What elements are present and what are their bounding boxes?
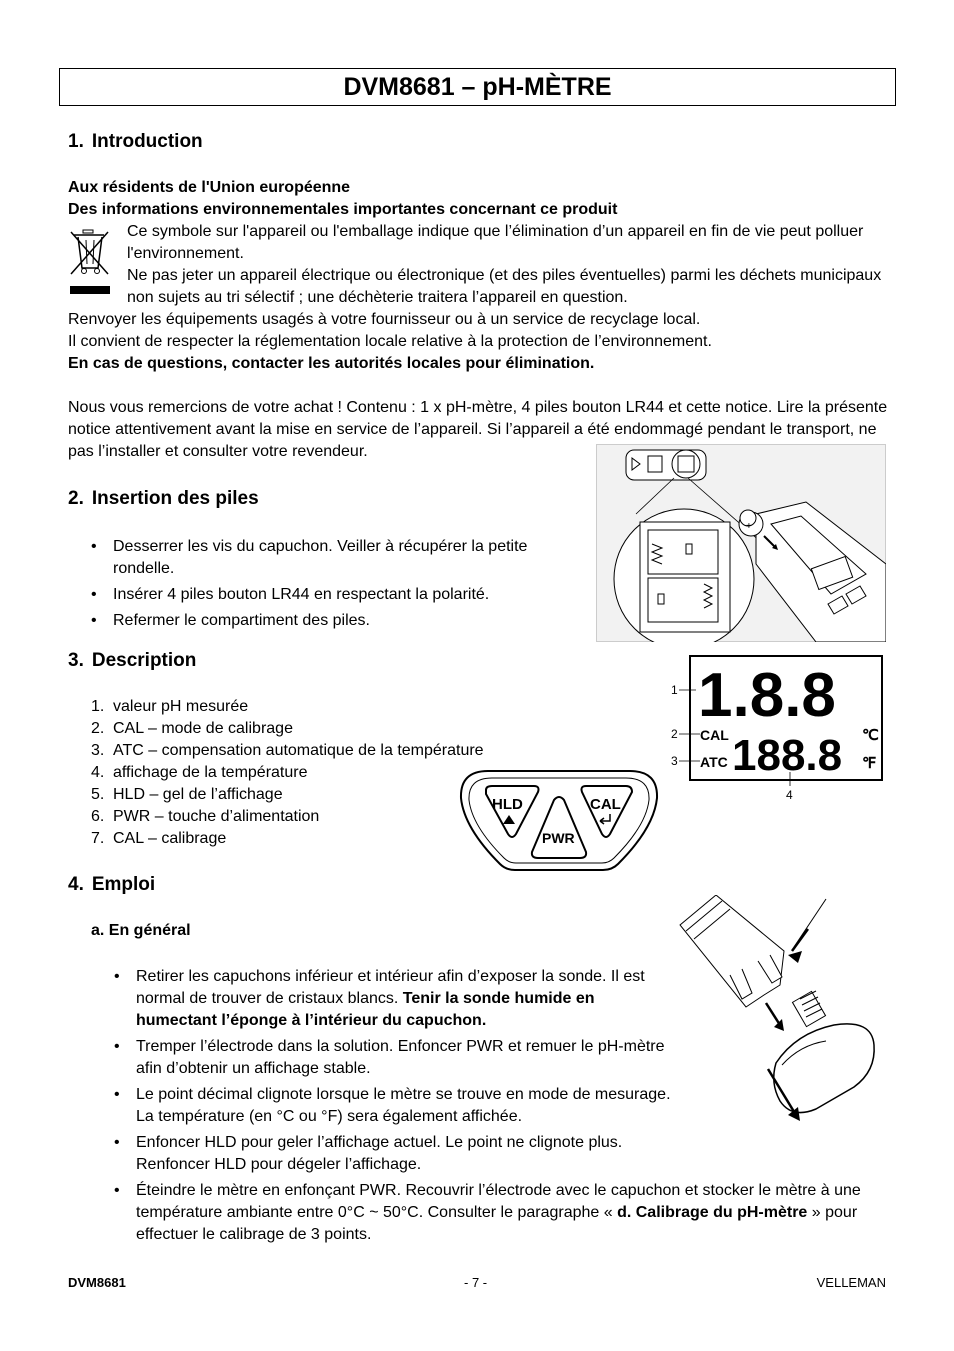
recycle-text: Renvoyer les équipements usagés à votre fournisseur ou à un service de recyclage local. <box>68 311 701 328</box>
thanks-text-1: Nous vous remercions de votre achat ! Contenu : 1 x pH-mètre, 4 piles bouton LR44 et cette notice. Lire la présente <box>68 399 888 416</box>
symbol-text-3: Ne pas jeter un appareil électrique ou électronique (et des piles éventuelles) parmi les déchets municipaux <box>127 267 882 284</box>
celsius-unit: ℃ <box>862 727 879 744</box>
list-item: • Enfoncer HLD pour geler l’affichage actuel. Le point ne clignote plus. Renfoncer HLD pour dégeler l’affichage. <box>114 1132 894 1176</box>
temperature-segments: 188.8 <box>732 731 843 780</box>
section-2-heading <box>68 488 259 510</box>
battery-insertion-illustration <box>596 444 886 642</box>
eu-heading-2: Des informations environnementales importantes concernant ce produit <box>68 201 618 218</box>
ph-value-segments: 1.8.8 <box>698 661 836 730</box>
list-item: • Desserrer les vis du capuchon. Veiller à récupérer la petite rondelle. <box>91 536 551 580</box>
keypad-diagram <box>458 768 660 872</box>
footer-brand: VELLEMAN <box>816 1275 886 1290</box>
svg-text:+: + <box>746 521 752 532</box>
lcd-display-diagram <box>668 654 886 802</box>
list-item: 5. HLD – gel de l’affichage <box>91 786 283 803</box>
list-item: 3. ATC – compensation automatique de la température <box>91 742 484 759</box>
cal-indicator: CAL <box>700 727 729 743</box>
cap-removal-illustration <box>676 895 886 1125</box>
section-number: 1. <box>68 131 84 152</box>
list-item: • Le point décimal clignote lorsque le mètre se trouve en mode de mesurage. La température (en °C ou °F) sera également affichée. <box>114 1084 894 1128</box>
symbol-text-1: Ce symbole sur l'appareil ou l'emballage indique que l’élimination d’un appareil en fin de vie peut polluer <box>127 223 864 240</box>
pwr-key-label: PWR <box>542 830 575 846</box>
list-item: 1. valeur pH mesurée <box>91 698 249 715</box>
list-item: 2. CAL – mode de calibrage <box>91 720 293 737</box>
list-item: • Tremper l’électrode dans la solution. Enfoncer PWR et remuer le pH-mètre afin d’obtenir un affichage stable. <box>114 1036 894 1080</box>
atc-indicator: ATC <box>700 754 728 770</box>
list-item: 4. affichage de la température <box>91 764 308 781</box>
page-title: DVM8681 – pH-MÈTRE <box>59 68 896 106</box>
section-title: Description <box>91 650 197 671</box>
section-number: 3. <box>68 650 84 671</box>
eu-heading-1: Aux résidents de l'Union européenne <box>68 179 351 196</box>
battery-steps-list <box>91 536 551 636</box>
section-title: Introduction <box>91 131 203 152</box>
list-item: 7. CAL – calibrage <box>91 830 227 847</box>
fahrenheit-unit: ℉ <box>862 755 877 772</box>
list-item: • Insérer 4 piles bouton LR44 en respectant la polarité. <box>91 584 551 606</box>
footer-page-number: - 7 - <box>464 1275 488 1290</box>
section-number: 2. <box>68 488 84 509</box>
section-title: Emploi <box>91 874 156 895</box>
subsection-a-heading: a. En général <box>91 922 191 939</box>
callout-1: 1 <box>671 683 678 697</box>
list-item: 6. PWR – touche d’alimentation <box>91 808 320 825</box>
section-title: Insertion des piles <box>91 488 259 509</box>
symbol-text-2: l'environnement. <box>127 245 244 262</box>
footer-model: DVM8681 <box>68 1275 126 1290</box>
section-4-heading <box>68 874 155 896</box>
cal-key-label: CAL <box>590 796 621 813</box>
hld-key-label: HLD <box>492 796 523 813</box>
list-item: • Refermer le compartiment des piles. <box>91 610 551 632</box>
section-3-heading <box>68 650 196 672</box>
section-number: 4. <box>68 874 84 895</box>
callout-4: 4 <box>786 788 793 802</box>
callout-3: 3 <box>671 754 678 768</box>
regulation-text: Il convient de respecter la réglementation locale relative à la protection de l’environnement. <box>68 333 712 350</box>
section-1-heading <box>68 131 203 153</box>
list-item: • Retirer les capuchons inférieur et intérieur afin d’exposer la sonde. Il est normal de trouver de cristaux blancs. Tenir la sonde humide en humectant l’éponge à l’intérieur du capuchon. <box>114 966 894 1032</box>
weee-bin-icon <box>68 226 112 298</box>
questions-text: En cas de questions, contacter les autorités locales pour élimination. <box>68 355 595 372</box>
thanks-text-3: pas l’installer et consulter votre revendeur. <box>68 443 368 460</box>
thanks-text-2: notice attentivement avant la mise en service de l’appareil. Si l’appareil a été endommagé pendant le transport, ne <box>68 421 877 438</box>
symbol-text-4: non sujets au tri sélectif ; une déchèterie traitera l’appareil en question. <box>127 289 628 306</box>
description-list <box>91 696 511 850</box>
list-item: • Éteindre le mètre en enfonçant PWR. Recouvrir l’électrode avec le capuchon et stocker le mètre à une température ambiante entre 0°C ~ 50°C. Consulter le paragraphe « d. Calibrage du pH-mètre » pour effectuer le calibrage de 3 points. <box>114 1180 894 1246</box>
callout-2: 2 <box>671 727 678 741</box>
